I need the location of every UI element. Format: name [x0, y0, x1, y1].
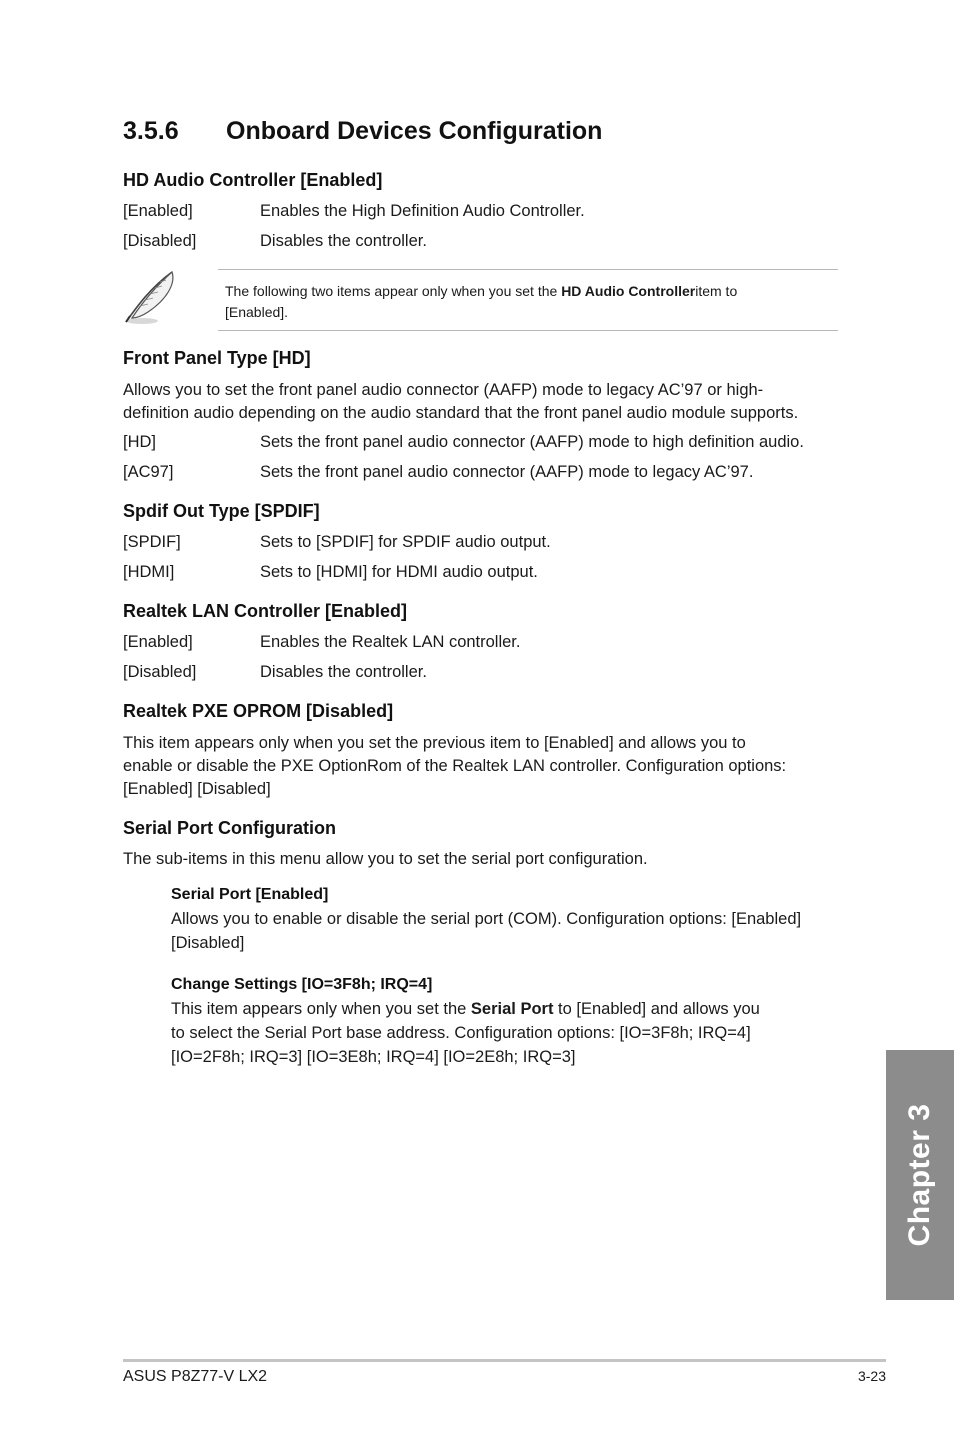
option-label: [Enabled] [123, 202, 193, 220]
front-panel-description [123, 379, 843, 425]
desc-line: [Disabled] [171, 934, 245, 952]
serial-port-heading: Serial Port [Enabled] [171, 886, 329, 903]
option-description: Sets to [HDMI] for HDMI audio output. [260, 563, 538, 581]
lan-heading: Realtek LAN Controller [Enabled] [123, 601, 408, 621]
chapter-label: Chapter 3 [903, 1103, 936, 1247]
desc-line: to select the Serial Port base address. Configuration options: [IO=3F8h; IRQ=4] [171, 1024, 751, 1042]
option-label: [Enabled] [123, 633, 193, 651]
option-label: [Disabled] [123, 663, 197, 681]
option-label: [Disabled] [123, 232, 197, 250]
footer-rule [123, 1359, 886, 1362]
note-text [225, 281, 737, 323]
section-title [123, 117, 602, 146]
serial-description: The sub-items in this menu allow you to set the serial port configuration. [123, 850, 648, 868]
hd-audio-heading: HD Audio Controller [Enabled] [123, 170, 383, 190]
option-label: [SPDIF] [123, 533, 181, 551]
note-box [218, 269, 838, 331]
option-label: [HDMI] [123, 563, 175, 581]
chapter-tab [886, 1050, 954, 1300]
option-description: Enables the High Definition Audio Controller. [260, 202, 585, 220]
desc-line: definition audio depending on the audio standard that the front panel audio module supports. [123, 404, 799, 422]
desc-line: Allows you to enable or disable the serial port (COM). Configuration options: [Enabled] [171, 910, 802, 928]
desc-line: Allows you to set the front panel audio connector (AAFP) mode to legacy AC’97 or high- [123, 381, 764, 399]
desc-line: This item appears only when you set the previous item to [Enabled] and allows you to [123, 734, 746, 752]
option-description: Sets the front panel audio connector (AAFP) mode to legacy AC’97. [260, 463, 754, 481]
spdif-heading: Spdif Out Type [SPDIF] [123, 501, 320, 521]
option-label: [AC97] [123, 463, 174, 481]
desc-line: [IO=2F8h; IRQ=3] [IO=3E8h; IRQ=4] [IO=2E8h; IRQ=3] [171, 1048, 576, 1066]
option-description: Disables the controller. [260, 232, 427, 250]
pxe-heading: Realtek PXE OPROM [Disabled] [123, 701, 394, 721]
feather-pen-icon [120, 266, 182, 328]
option-label: [HD] [123, 433, 156, 451]
note-text-before: The following two items appear only when you set the [225, 283, 562, 299]
section-number: 3.5.6 [123, 117, 179, 145]
note-text-bold: HD Audio Controller [561, 283, 696, 299]
desc-line: [Enabled] [Disabled] [123, 780, 271, 798]
change-settings-description [171, 997, 831, 1069]
desc-text-after: to [Enabled] and allows you [553, 1000, 760, 1018]
option-description: Sets to [SPDIF] for SPDIF audio output. [260, 533, 551, 551]
option-description: Disables the controller. [260, 663, 427, 681]
note-text-after: item to [695, 283, 738, 299]
desc-text-bold: Serial Port [470, 1000, 554, 1018]
option-description: Sets the front panel audio connector (AAFP) mode to high definition audio. [260, 433, 804, 451]
pxe-description [123, 732, 843, 801]
note-text-line2: [Enabled]. [225, 304, 289, 320]
footer-model: ASUS P8Z77-V LX2 [123, 1368, 268, 1385]
desc-line: enable or disable the PXE OptionRom of the Realtek LAN controller. Configuration options: [123, 757, 787, 775]
serial-heading: Serial Port Configuration [123, 818, 337, 838]
change-settings-heading: Change Settings [IO=3F8h; IRQ=4] [171, 976, 433, 993]
footer-page-number: 3-23 [857, 1368, 886, 1384]
section-title-text: Onboard Devices Configuration [226, 117, 603, 145]
option-description: Enables the Realtek LAN controller. [260, 633, 521, 651]
serial-port-description [171, 907, 831, 955]
desc-text-before: This item appears only when you set the [171, 1000, 471, 1018]
front-panel-heading: Front Panel Type [HD] [123, 348, 311, 368]
